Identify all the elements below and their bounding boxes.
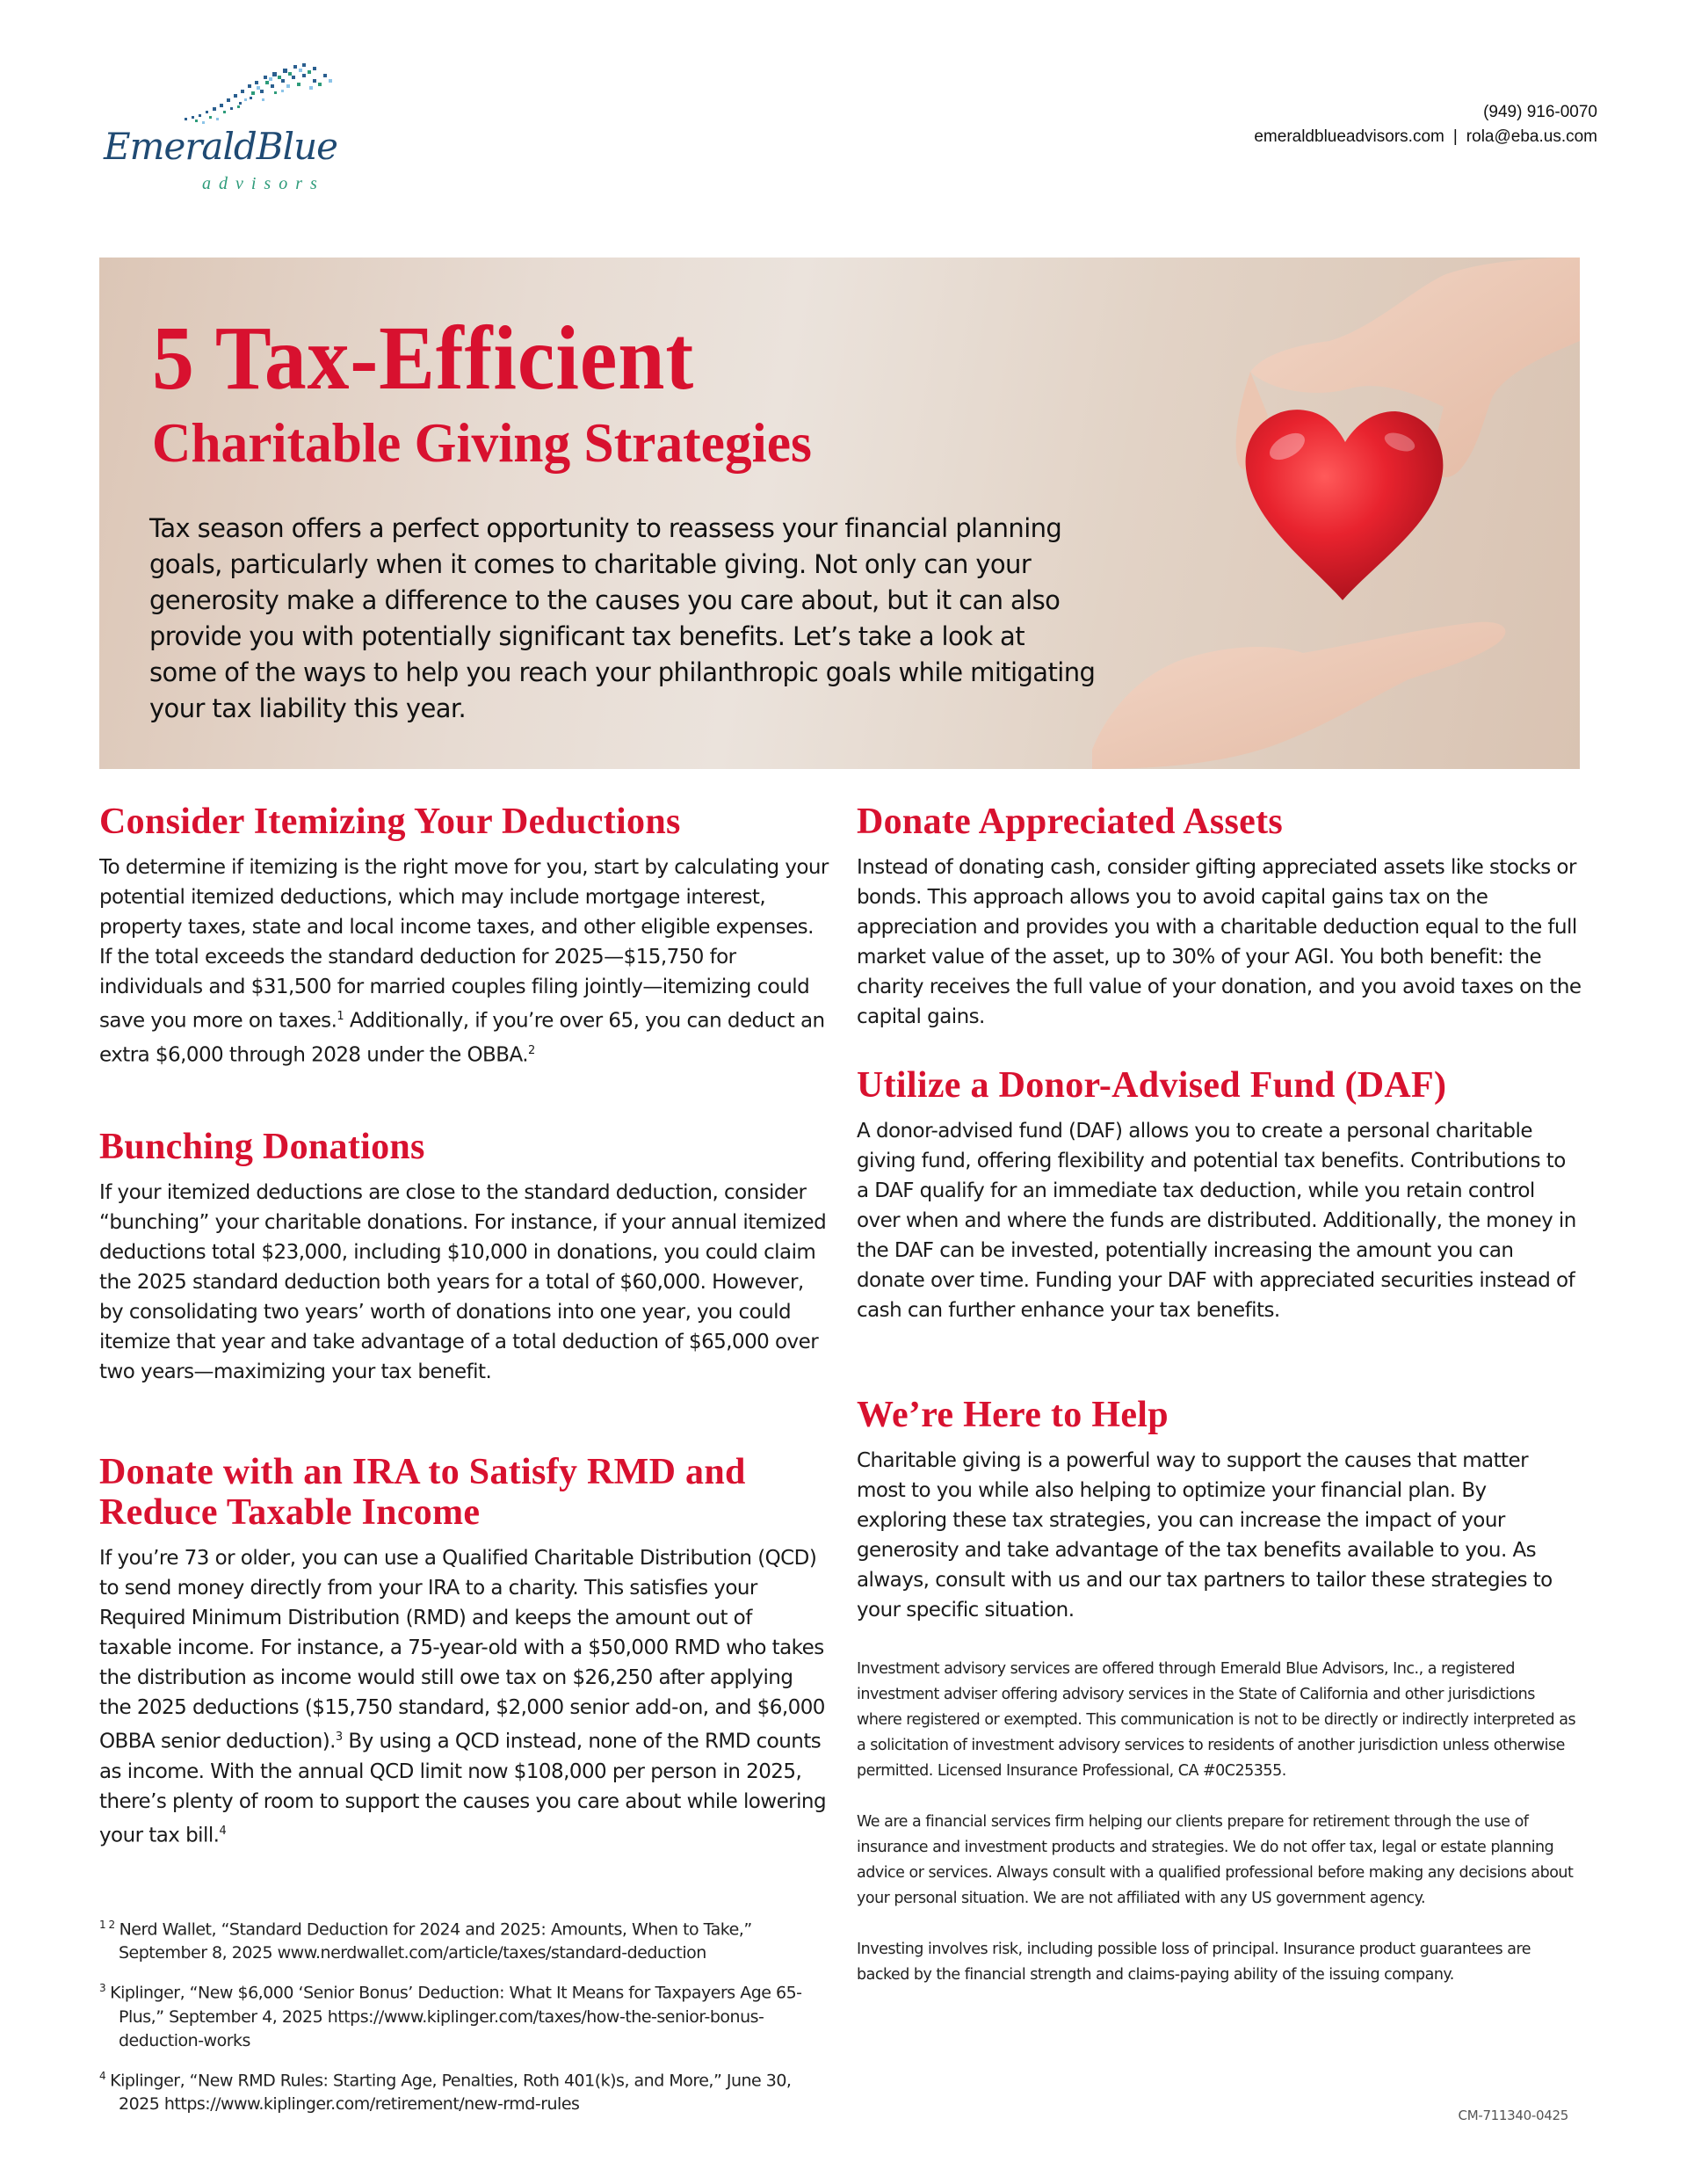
- section-heading: Consider Itemizing Your Deductions: [99, 802, 681, 842]
- website-link[interactable]: emeraldblueadvisors.com: [1254, 127, 1444, 146]
- section-here-to-help: [857, 1395, 1582, 1625]
- footnote-ref: 2: [528, 1043, 535, 1057]
- section-body: Charitable giving is a powerful way to support the causes that matter most to you while also helping to optimize your financial plan. By exploring these tax strategies, you can increase the impact of your generosity and take advantage of the tax benefits available to you. As always, consult with us and our tax partners to tailor these strategies to your specific situation.: [857, 1449, 1553, 1622]
- footnote-ref: 3: [335, 1731, 343, 1744]
- phone-number[interactable]: (949) 916-0070: [1483, 103, 1597, 121]
- disclaimer-risk: Investing involves risk, including possible loss of principal. Insurance product guarantees are backed by the financial strength and claims-paying ability of the issuing company.: [857, 1941, 1531, 1984]
- logo-tagline: advisors: [202, 174, 325, 193]
- section-heading: Utilize a Donor-Advised Fund (DAF): [857, 1065, 1447, 1106]
- footnote-ref: 1: [337, 1010, 344, 1023]
- document-code: CM-711340-0425: [1458, 2108, 1568, 2123]
- red-heart-icon: [1246, 410, 1444, 600]
- hand-giving-heart-image: [1092, 258, 1580, 769]
- section-heading: Donate Appreciated Assets: [857, 802, 1284, 842]
- footnotes: [99, 1913, 829, 2128]
- email-link[interactable]: rola@eba.us.com: [1466, 127, 1597, 146]
- footnote-item: $^3$ Kiplinger, “New $6,000 ‘Senior Bonus’ Deduction: What It Means for Taxpayers Age 65-Plus,” September 4, 2025 https://www.kiplinger.com/taxes/how-the-senior-bonus-deduction-works: [99, 1982, 802, 2050]
- contact-info: [1254, 100, 1597, 149]
- section-heading: Bunching Donations: [99, 1127, 425, 1167]
- section-appreciated-assets: [857, 802, 1582, 1032]
- hero-intro-text: Tax season offers a perfect opportunity to reassess your financial planning goals, particularly when it comes to charitable giving. Not only can your generosity make a difference to the causes you care about, but it can also provide you with potentially significant tax benefits. Let’s take a look at some of the ways to help you reach your philanthropic goals while mitigating your tax liability this year.: [149, 513, 1096, 723]
- section-donor-advised-fund: [857, 1065, 1582, 1325]
- footnote-item: $^4$ Kiplinger, “New RMD Rules: Starting Age, Penalties, Roth 401(k)s, and More,” June 30, 2025 https://www.kiplinger.com/retirement/new-rmd-rules: [99, 2069, 792, 2114]
- page-title: 5 Tax-Efficient: [152, 308, 695, 409]
- contact-separator: |: [1452, 127, 1458, 146]
- logo-wordmark: EmeraldBlue: [104, 125, 337, 168]
- disclaimer-advisory: Investment advisory services are offered through Emerald Blue Advisors, Inc., a registered investment adviser offering advisory services in the State of California and other jurisdictions where registered or exempted. This communication is not to be directly or indirectly interpreted as a solicitation of investment advisory services to residents of another jurisdiction unless otherwise permitted. Licensed Insurance Professional, CA #0C25355.: [857, 1660, 1576, 1780]
- section-heading: We’re Here to Help: [857, 1395, 1169, 1435]
- section-body: If your itemized deductions are close to the standard deduction, consider “bunching” your charitable donations. For instance, if your annual itemized deductions total $23,000, including $10,000 in donations, you could claim the 2025 standard deduction both years for a total of $60,000. However, by consolidating two years’ worth of donations into one year, you could itemize that year and take advantage of a total deduction of $65,000 over two years—maximizing your tax benefit.: [99, 1181, 827, 1383]
- footnote-item: $^{1 2}$ Nerd Wallet, “Standard Deduction for 2024 and 2025: Amounts, When to Take,” September 8, 2025 www.nerdwallet.com/article/taxes/standard-deduction: [99, 1919, 752, 1963]
- section-itemize-deductions: [99, 802, 829, 1070]
- disclaimer-firm: We are a financial services firm helping our clients prepare for retirement through the use of insurance and investment products and strategies. We do not offer tax, legal or estate planning advice or services. Always consult with a qualified professional before making any decisions about your personal situation. We are not affiliated with any US government agency.: [857, 1813, 1574, 1907]
- section-body: A donor-advised fund (DAF) allows you to create a personal charitable giving fund, offering flexibility and potential tax benefits. Contributions to a DAF qualify for an immediate tax deduction, while you retain control over when and where the funds are distributed. Additionally, the money in the DAF can be invested, potentially increasing the amount you can donate over time. Funding your DAF with appreciated securities instead of cash can further enhance your tax benefits.: [857, 1120, 1576, 1322]
- hero-banner: [99, 258, 1580, 769]
- disclaimers: [857, 1657, 1577, 2013]
- emerald-blue-logo: [98, 54, 380, 193]
- section-body: If you’re 73 or older, you can use a Qualified Charitable Distribution (QCD) to send money directly from your IRA to a charity. This satisfies your Required Minimum Distribution (RMD) and keeps the amount out of taxable income. For instance, a 75-year-old with a $50,000 RMD who takes the distribution as income would still owe tax on $26,250 after applying the 2025 deductions ($15,750 standard, $2,000 senior add-on, and $6,000 OBBA senior deduction).$^3$ By using a QCD instead, none of the RMD counts as income. With the annual QCD limit now $108,000 per person in 2025, there’s plenty of room to support the causes you care about while lowering your tax bill.$^4$: [99, 1547, 826, 1847]
- section-heading: Donate with an IRA to Satisfy RMD and Reduce Taxable Income: [99, 1452, 746, 1533]
- footnote-ref: 4: [219, 1824, 227, 1838]
- section-ira-rmd: [99, 1452, 829, 1850]
- page-subtitle: Charitable Giving Strategies: [152, 411, 812, 474]
- section-bunching-donations: [99, 1127, 829, 1387]
- lower-hand-icon: [1092, 622, 1505, 769]
- section-body: To determine if itemizing is the right move for you, start by calculating your potential itemized deductions, which may include mortgage interest, property taxes, state and local income taxes, and other eligible expenses. If the total exceeds the standard deduction for 2025—$15,750 for individuals and $31,500 for married couples filing jointly—itemizing could save you more on taxes.$^1$ Additionally, if you’re over 65, you can deduct an extra $6,000 through 2028 under the OBBA.$^2$: [99, 856, 829, 1067]
- section-body: Instead of donating cash, consider gifting appreciated assets like stocks or bonds. This approach allows you to avoid capital gains tax on the appreciation and provides you with a charitable deduction equal to the full market value of the asset, up to 30% of your AGI. You both benefit: the charity receives the full value of your donation, and you avoid taxes on the capital gains.: [857, 856, 1582, 1028]
- logo-dot-swoosh-icon: [98, 54, 380, 134]
